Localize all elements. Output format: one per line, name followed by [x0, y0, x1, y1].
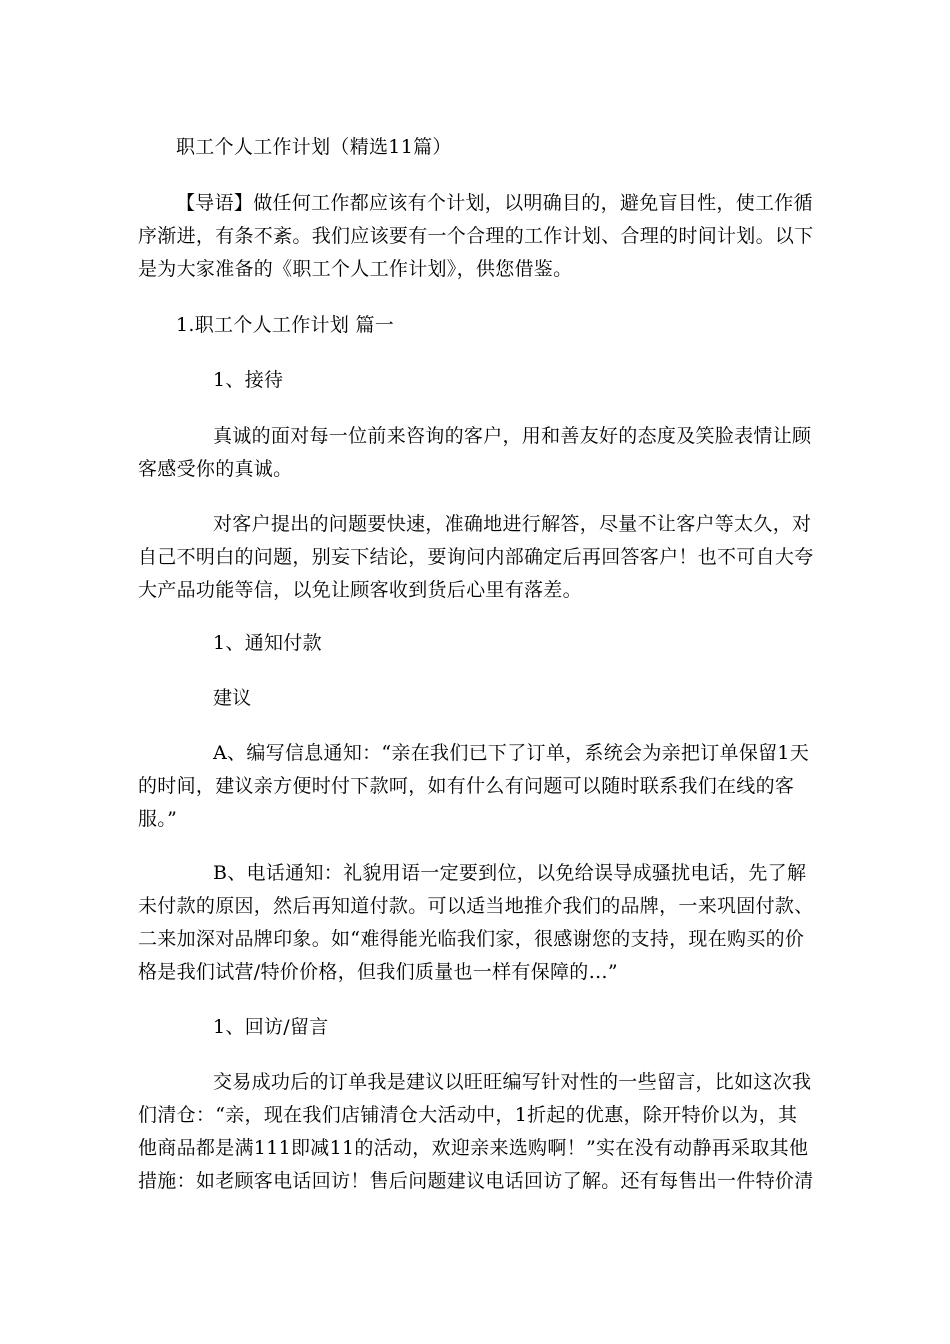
para-b-line-2: 未付款的原因，然后再知道付款。可以适当地推介我们的品牌，一来巩固付款、 — [138, 895, 814, 917]
label-suggestion: 建议 — [213, 687, 252, 709]
para-a-line-3: 服。” — [138, 808, 178, 830]
para-questions-line-3: 大产品功能等信，以免让顾客收到货后心里有落差。 — [138, 579, 582, 601]
intro-line-3: 是为大家准备的《职工个人工作计划》，供您借鉴。 — [138, 258, 573, 280]
document-title: 职工个人工作计划（精选11篇） — [176, 136, 452, 158]
para-sincere-line-2: 客感受你的真诚。 — [138, 458, 293, 480]
para-a-line-1: A、编写信息通知：“亲在我们已下了订单，系统会为亲把订单保留1天 — [213, 742, 810, 764]
section-heading: 1.职工个人工作计划 篇一 — [176, 314, 395, 336]
para-after-line-4: 措施：如老顾客电话回访！售后问题建议电话回访了解。还有每售出一件特价清 — [138, 1170, 814, 1192]
item-reception: 1、接待 — [213, 369, 284, 391]
para-after-line-1: 交易成功后的订单我是建议以旺旺编写针对性的一些留言，比如这次我 — [213, 1071, 812, 1093]
para-after-line-2: 们清仓：“亲，现在我们店铺清仓大活动中，1折起的优惠，除开特价以为，其 — [138, 1104, 798, 1126]
item-payment: 1、通知付款 — [213, 632, 322, 654]
intro-line-1: 【导语】做任何工作都应该有个计划，以明确目的，避免盲目性，使工作循 — [176, 192, 813, 214]
para-b-line-1: B、电话通知：礼貌用语一定要到位，以免给误导成骚扰电话，先了解 — [213, 862, 807, 884]
para-a-line-2: 的时间，建议亲方便时付下款呵，如有什么有问题可以随时联系我们在线的客 — [138, 775, 795, 797]
para-questions-line-1: 对客户提出的问题要快速，准确地进行解答，尽量不让客户等太久，对 — [213, 513, 812, 535]
item-revisit: 1、回访/留言 — [213, 1016, 329, 1038]
para-sincere-line-1: 真诚的面对每一位前来咨询的客户，用和善友好的态度及笑脸表情让顾 — [213, 425, 812, 447]
intro-line-2: 序渐进，有条不紊。我们应该要有一个合理的工作计划、合理的时间计划。以下 — [138, 225, 814, 247]
para-b-line-4: 格是我们试营/特价价格，但我们质量也一样有保障的…” — [138, 961, 618, 983]
para-questions-line-2: 自己不明白的问题，别妄下结论，要询问内部确定后再回答客户！也不可自大夸 — [138, 546, 814, 568]
para-after-line-3: 他商品都是满111即减11的活动，欢迎亲来选购啊！”实在没有动静再采取其他 — [138, 1137, 809, 1159]
para-b-line-3: 二来加深对品牌印象。如“难得能光临我们家，很感谢您的支持，现在购买的价 — [138, 928, 805, 950]
